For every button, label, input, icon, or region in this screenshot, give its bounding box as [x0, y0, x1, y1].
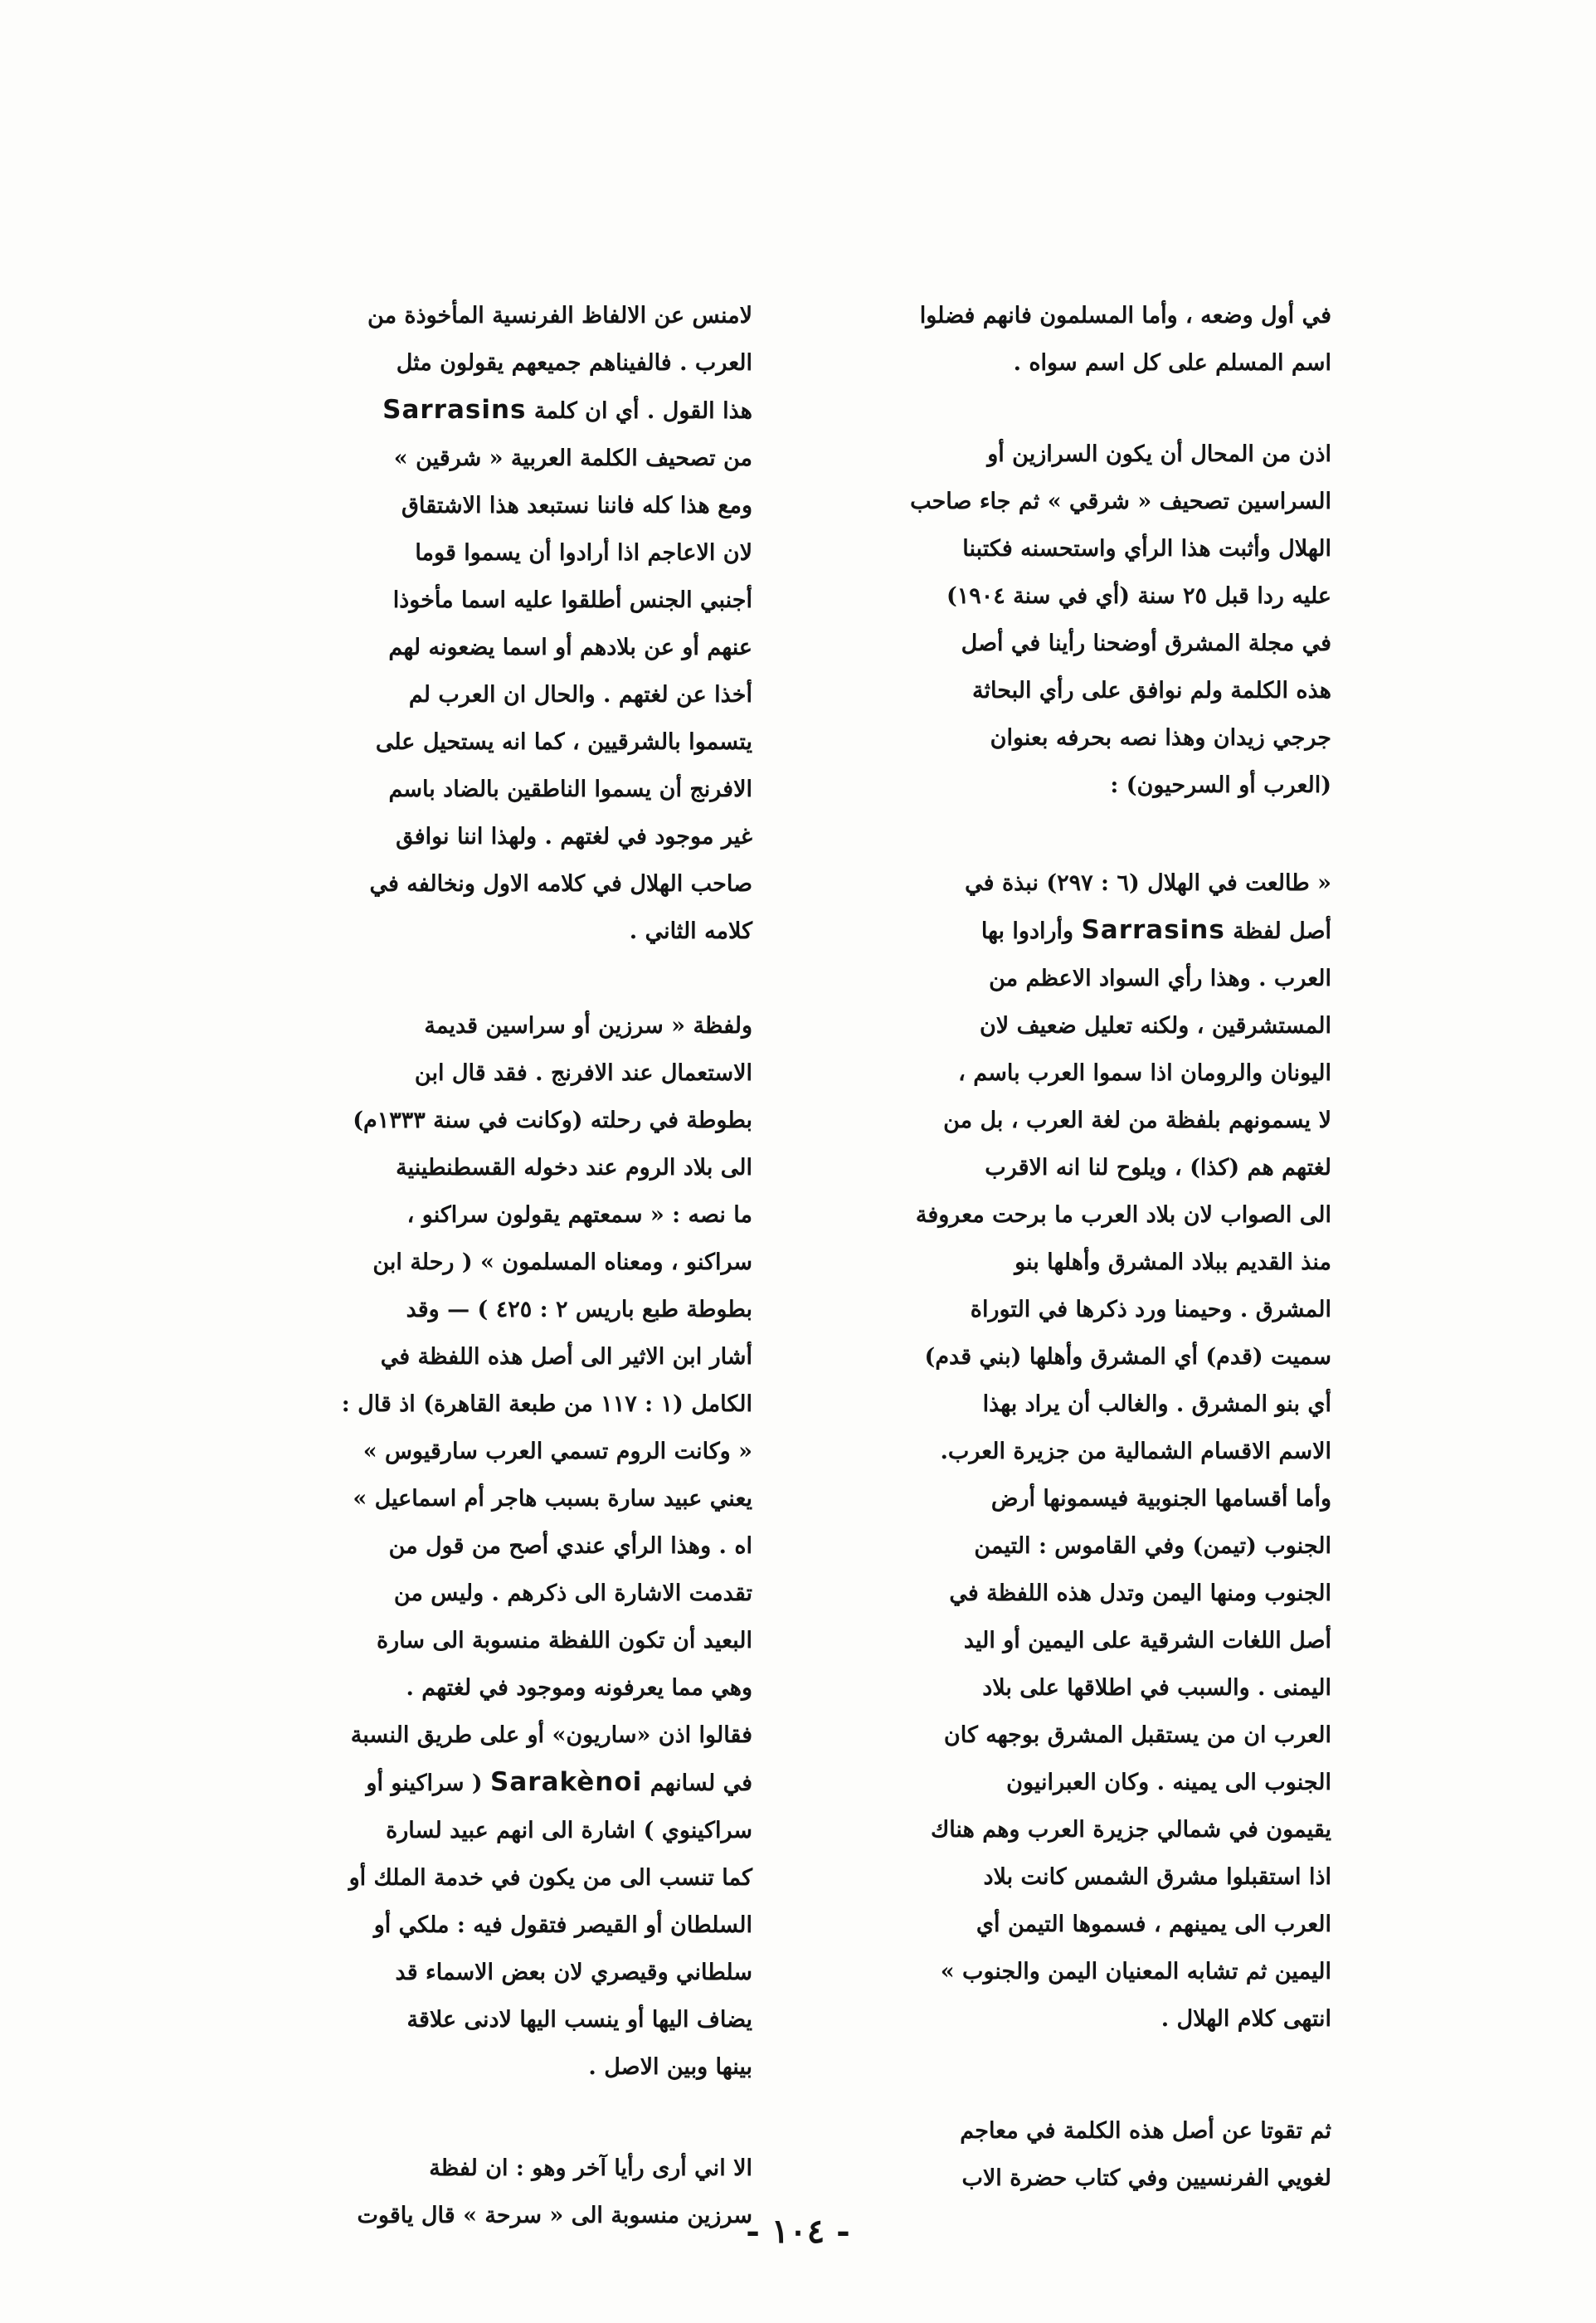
left-paragraph-1: [234, 292, 752, 955]
latin-term-sarrasins: Sarrasins: [382, 395, 527, 425]
paragraph-body-text: من تصحيف الكلمة العربية « شرقين » ومع هذا كله فاننا نستبعد هذا الاشتقاق لان الاعاجم اذا أرادوا أن يسموا قوما أجنبي الجنس أطلقوا عليه اسما مأخوذا عنهم أو عن بلادهم أو اسما يضعونه لهم أخذا عن لغتهم . والحال ان العرب لم يتسموا بالشرقيين ، كما انه يستحيل على الافرنج أن يسموا الناطقين بالضاد باسم غير موجود في لغتهم . ولهذا اننا نوافق صاحب الهلال في كلامه الاول ونخالفه في كلامه الثاني .: [369, 446, 752, 944]
right-paragraph-1: في أول وضعه ، وأما المسلمون فانهم فضلوا اسم المسلم على كل اسم سواه .: [919, 303, 1331, 376]
right-column: [813, 292, 1331, 2202]
latin-term-sarakenoi: Sarakènoi: [490, 1767, 643, 1797]
page-number: - ١٠٤ -: [746, 2212, 850, 2251]
left-paragraph-3: الا اني أرى رأيا آخر وهو : ان لفظة سرزين منسوبة الى « سرحة » قال ياقوت: [357, 2155, 752, 2228]
right-paragraph-3-quote: [813, 860, 1331, 2043]
left-paragraph-2: [234, 1002, 752, 2091]
right-paragraph-2: اذن من المحال أن يكون السرازين أو السراسين تصحيف « شرقي » ثم جاء صاحب الهلال وأثبت هذا الرأي واستحسنه فكتبنا عليه ردا قبل ٢٥ سنة (أي في سنة ١٩٠٤) في مجلة المشرق أوضحنا رأينا في أصل هذه الكلمة ولم نوافق على رأي البحاثة جرجي زيدان وهذا نصه بحرفه بعنوان (العرب أو السرحيون) :: [910, 441, 1331, 798]
latin-term-sarrasins: Sarrasins: [1081, 915, 1225, 945]
paragraph-gap: [234, 955, 752, 1002]
paragraph-lead-text: لامنس عن الالفاظ الفرنسية المأخوذة من العرب . فالفيناهم جميعهم يقولون مثل هذا القول . أي ان كلمة: [367, 303, 752, 424]
right-paragraph-4: ثم تقوتا عن أصل هذه الكلمة في معاجم لغويي الفرنسيين وفي كتاب حضرة الاب: [960, 2118, 1331, 2191]
quote-body-text: وأرادوا بها العرب . وهذا رأي السواد الاعظم من المستشرقين ، ولكنه تعليل ضعيف لان اليونان والرومان اذا سموا العرب باسم ، لا يسمونهم بلفظة من لغة العرب ، بل من لغتهم هم (كذا) ، ويلوح لنا انه الاقرب الى الصواب لان بلاد العرب ما برحت معروفة منذ القديم ببلاد المشرق وأهلها بنو المشرق . وحيمنا ورد ذكرها في التوراة سميت (قدم) أي المشرق وأهلها (بني قدم) أي بنو المشرق . والغالب أن يراد بهذا الاسم الاقسام الشمالية من جزيرة العرب. وأما أقسامها الجنوبية فيسمونها أرض الجنوب (تيمن) وفي القاموس : التيمن الجنوب ومنها اليمن وتدل هذه اللفظة في أصل اللغات الشرقية على اليمين أو اليد اليمنى . والسبب في اطلاقها على بلاد العرب ان من يستقبل المشرق بوجهه كان الجنوب الى يمينه . وكان العبرانيون يقيمون في شمالي جزيرة العرب وهم هناك اذا استقبلوا مشرق الشمس كانت بلاد العرب الى يمينهم ، فسموها التيمن أي اليمين ثم تشابه المعنيان اليمن والجنوب » انتهى كلام الهلال .: [915, 918, 1331, 2032]
quote-lead-text: « طالعت في الهلال (٦ : ٢٩٧) نبذة في أصل لفظة: [965, 870, 1331, 944]
paragraph-body-text: ( سراكينو أو سراكينوي ) اشارة الى انهم عبيد لسارة كما تنسب الى من يكون في خدمة الملك أو السلطان أو القيصر فتقول فيه : ملكي أو سلطاني وقيصري لان بعض الاسماء قد يضاف اليها أو ينسب اليها لادنى علاقة بينها وبين الاصل .: [348, 1770, 752, 2080]
paragraph-gap: [813, 2043, 1331, 2107]
paragraph-gap: [813, 387, 1331, 431]
left-column: [234, 292, 752, 2239]
paragraph-gap: [234, 2091, 752, 2145]
paragraph-lead-text: ولفظة « سرزين أو سراسين قديمة الاستعمال عند الافرنج . فقد قال ابن بطوطة في رحلته (وكانت في سنة ١٣٣٣م) الى بلاد الروم عند دخوله القسطنطينية ما نصه : « سمعتهم يقولون سراكنو ، سراكنو ، ومعناه المسلمون » ( رحلة ابن بطوطة طبع باريس ٢ : ٤٢٥ ) — وقد أشار ابن الاثير الى أصل هذه اللفظة في الكامل (١ : ١١٧ من طبعة القاهرة) اذ قال : « وكانت الروم تسمي العرب سارقيوس » يعني عبيد سارة بسبب هاجر أم اسماعيل » اه . وهذا الرأي عندي أصح من قول من تقدمت الاشارة الى ذكرهم . وليس من البعيد أن تكون اللفظة منسوبة الى سارة وهي مما يعرفونه وموجود في لغتهم . فقالوا اذن «ساريون» أو على طريق النسبة في لسانهم: [341, 1013, 752, 1796]
paragraph-gap: [813, 809, 1331, 860]
